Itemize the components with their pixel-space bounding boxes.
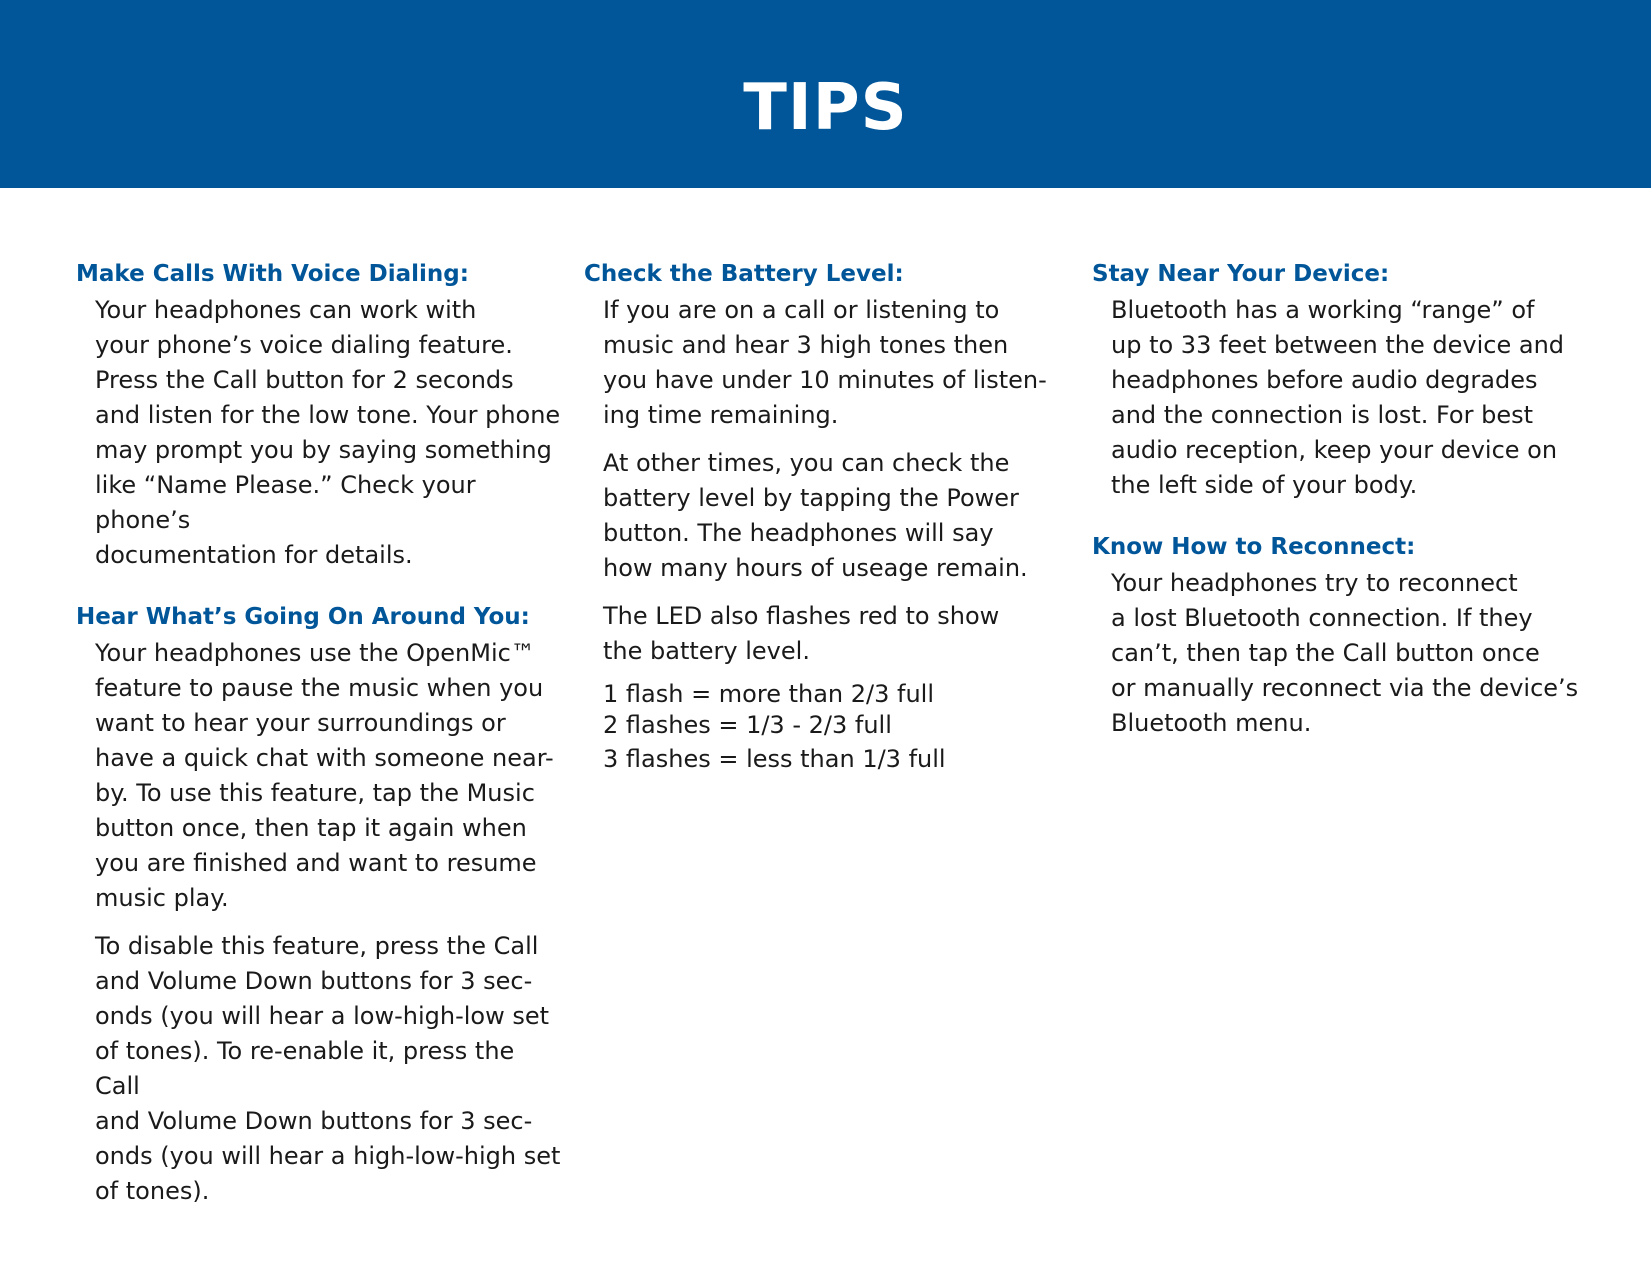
flash-level-item: 3 flashes = less than 1/3 full: [603, 745, 946, 773]
tip-paragraph: Your headphones try to reconnect a lost Bluetooth connection. If they can’t, then tap the Call button once or manually reconnect via the device’s Bluetooth menu.: [1111, 569, 1579, 737]
flash-level-item: 1 flash = more than 2/3 full: [603, 680, 935, 708]
battery-flash-list: [603, 679, 1054, 774]
tip-paragraph: Your headphones use the OpenMic™ feature to pause the music when you want to hear your surroundings or have a quick chat with someone near- by. To use this feature, tap the Music button once, then tap it again when you are finished and want to resume music play.: [95, 639, 554, 912]
tip-paragraph: The LED also flashes red to show the battery level.: [603, 602, 1000, 665]
flash-level-item: 2 flashes = 1/3 - 2/3 full: [603, 711, 892, 739]
section-title: Make Calls With Voice Dialing:: [76, 261, 469, 287]
tip-paragraph: Bluetooth has a working “range” of up to 33 feet between the device and headphones before audio degrades and the connection is lost. For best audio reception, keep your device on the left side of your body.: [1111, 296, 1565, 499]
tip-section-stay-near: [1092, 258, 1612, 503]
tip-section-reconnect: [1092, 531, 1612, 741]
tips-column-1: [76, 258, 566, 1209]
section-title: Stay Near Your Device:: [1092, 261, 1390, 287]
header-banner: [0, 0, 1651, 188]
page-title: TIPS: [743, 71, 908, 145]
section-title: Hear What’s Going On Around You:: [76, 604, 530, 630]
tips-column-2: [584, 258, 1054, 774]
tip-section-voice-dialing: [76, 258, 566, 573]
tip-paragraph: Your headphones can work with your phone’s voice dialing feature. Press the Call button for 2 seconds and listen for the low tone. Your phone may prompt you by saying something like “Name Please.” Check your phone’s documentation for details.: [95, 296, 561, 569]
tips-column-3: [1092, 258, 1612, 741]
tip-section-openmic: [76, 601, 566, 1209]
section-title: Check the Battery Level:: [584, 261, 904, 287]
tip-section-battery-level: [584, 258, 1054, 774]
tip-paragraph: At other times, you can check the battery level by tapping the Power button. The headphones will say how many hours of useage remain.: [603, 449, 1028, 582]
tip-paragraph: To disable this feature, press the Call and Volume Down buttons for 3 sec- onds (you will hear a low-high-low set of tones). To re-enable it, press the Call and Volume Down buttons for 3 sec- onds (you will hear a high-low-high set of tones).: [95, 932, 561, 1205]
section-title: Know How to Reconnect:: [1092, 534, 1416, 560]
tip-paragraph: If you are on a call or listening to music and hear 3 high tones then you have under 10 minutes of listen- ing time remaining.: [603, 296, 1047, 429]
